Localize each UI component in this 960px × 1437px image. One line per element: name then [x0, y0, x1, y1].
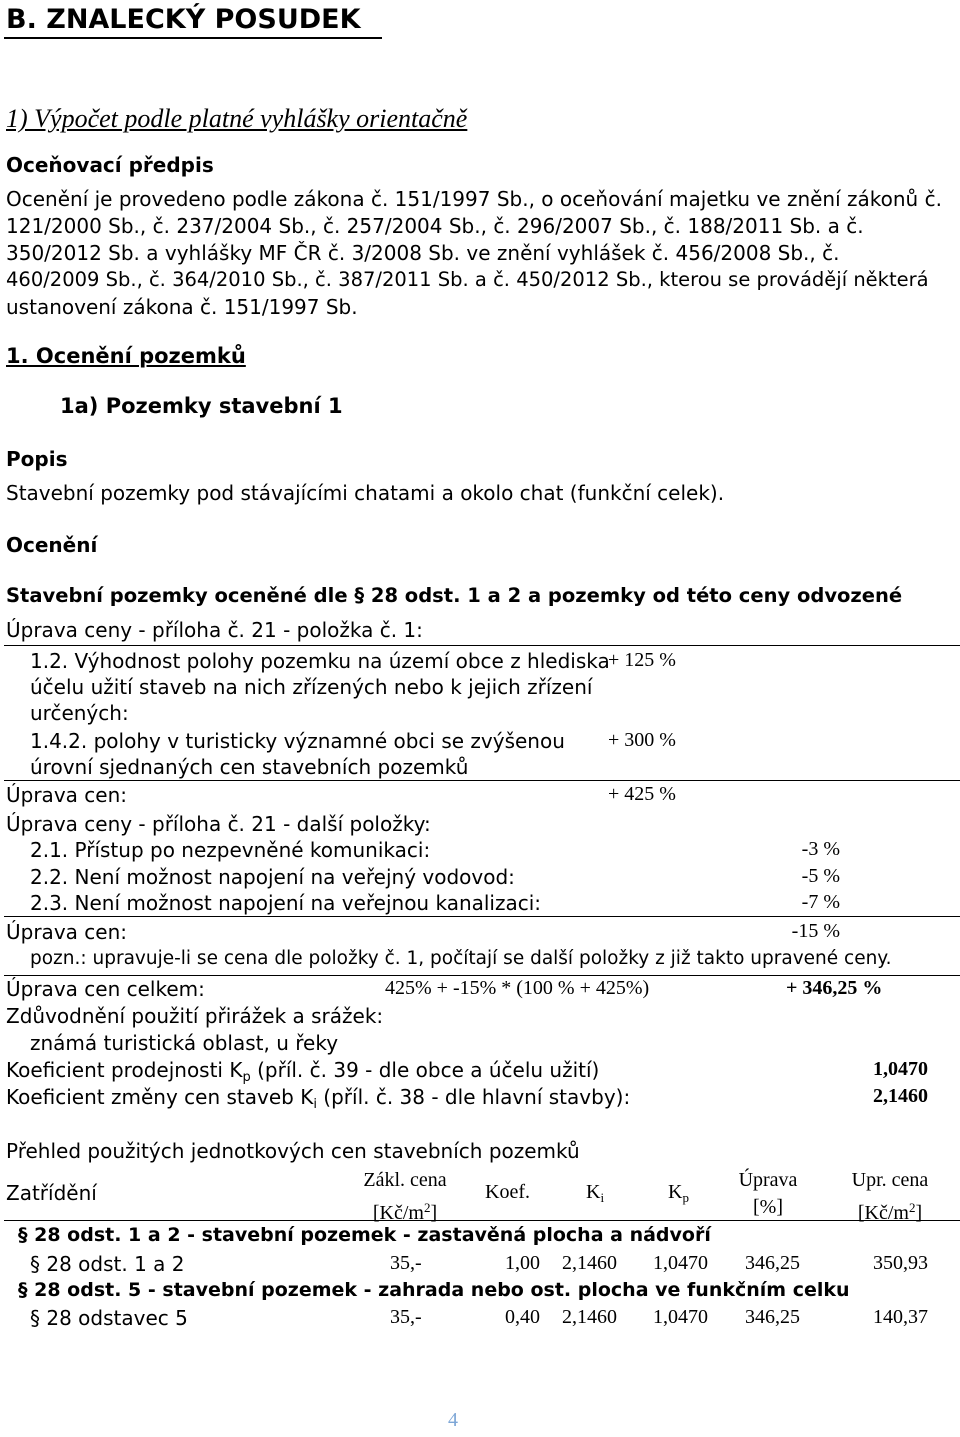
overall-value: + 346,25 %	[786, 977, 883, 999]
land-title: 1. Ocenění pozemků	[6, 344, 246, 368]
justification-label: Zdůvodnění použití přirážek a srážek:	[6, 1004, 384, 1028]
table-title: Přehled použitých jednotkových cen stavebních pozemků	[6, 1139, 580, 1163]
document-title: B. ZNALECKÝ POSUDEK	[6, 4, 361, 35]
th-koef: Koef.	[485, 1181, 530, 1203]
adjust2-total-label: Úprava cen:	[6, 920, 127, 944]
pricing-line: 350/2012 Sb. a vyhlášky MF ČR č. 3/2008 Sb. ve znění vyhlášek č. 456/2008 Sb., č.	[6, 241, 840, 265]
adjust1-total-label: Úprava cen:	[6, 783, 127, 807]
page-number: 4	[448, 1409, 458, 1431]
table-row-name: § 28 odstavec 5	[30, 1306, 188, 1330]
pricing-line: ustanovení zákona č. 151/1997 Sb.	[6, 295, 358, 319]
kp-label: Koeficient prodejnosti $K_p$ (příl. č. 39 - dle obce a účelu užití)	[6, 1058, 600, 1085]
adjust1-item-value: + 300 %	[608, 729, 676, 751]
pricing-line: 460/2009 Sb., č. 364/2010 Sb., č. 387/2011 Sb. a č. 450/2012 Sb., kterou se provádějí některá	[6, 268, 929, 291]
table-cell-upr: 350,93	[873, 1252, 928, 1274]
adjust1-item-value: + 125 %	[608, 649, 676, 671]
overall-formula: 425% + -15% * (100 % + 425%)	[385, 977, 650, 999]
adjust1-total-rule	[4, 780, 960, 781]
th-uprava: Úprava [%]	[738, 1169, 798, 1218]
adjust2-item-value: -7 %	[801, 891, 840, 913]
justification-text: známá turistická oblast, u řeky	[30, 1031, 339, 1055]
table-group-title: § 28 odst. 5 - stavební pozemek - zahrada nebo ost. plocha ve funkčním celku	[18, 1279, 850, 1301]
kp-value: 1,0470	[873, 1058, 928, 1080]
adjust1-item-line: účelu užití staveb na nich zřízených nebo k jejich zřízení	[30, 675, 593, 699]
adjust1-total-value: + 425 %	[608, 783, 676, 805]
table-group-title: § 28 odst. 1 a 2 - stavební pozemek - zastavěná plocha a nádvoří	[18, 1224, 711, 1246]
adjust1-item-line: 1.2. Výhodnost polohy pozemku na území obce z hlediska	[30, 649, 610, 673]
table-cell-kp: 1,0470	[653, 1252, 708, 1274]
th-zakl: Zákl. cena $[Kč/m^2]$	[363, 1169, 447, 1224]
title-rule	[4, 37, 382, 39]
adjust2-heading: Úprava ceny - příloha č. 21 - další položky:	[6, 812, 431, 836]
section-title: 1) Výpočet podle platné vyhlášky orientačně	[6, 104, 468, 133]
adjust1-item-line: určených:	[30, 701, 129, 725]
table-cell-zakl: 35,-	[390, 1306, 422, 1328]
table-cell-upr: 140,37	[873, 1306, 928, 1328]
land-subtitle: 1a) Pozemky stavební 1	[60, 394, 343, 418]
adjust2-item-label: 2.3. Není možnost napojení na veřejnou kanalizaci:	[30, 891, 542, 915]
oceneni-label: Ocenění	[6, 533, 98, 557]
ki-value: 2,1460	[873, 1085, 928, 1107]
adjust2-note: pozn.: upravuje-li se cena dle položky č. 1, počítají se další položky z již takto upravené ceny.	[30, 948, 892, 969]
adjust1-rule	[4, 645, 960, 646]
table-row-name: § 28 odst. 1 a 2	[30, 1252, 185, 1276]
table-header-rule	[4, 1220, 960, 1221]
table-cell-koef: 1,00	[505, 1252, 540, 1274]
table-cell-zakl: 35,-	[390, 1252, 422, 1274]
adjust2-item-value: -3 %	[801, 838, 840, 860]
adjust1-item-line: 1.4.2. polohy v turisticky významné obci se zvýšenou	[30, 729, 565, 753]
table-cell-uprava: 346,25	[745, 1252, 800, 1274]
th-upr-cena: Upr. cena $[Kč/m^2]$	[851, 1169, 929, 1224]
overall-label: Úprava cen celkem:	[6, 977, 205, 1001]
popis-text: Stavební pozemky pod stávajícími chatami a okolo chat (funkční celek).	[6, 481, 725, 505]
adjust2-total-rule	[4, 916, 960, 917]
th-zatrideni: Zatřídění	[6, 1181, 97, 1205]
overall-rule	[4, 975, 960, 976]
table-cell-ki: 2,1460	[562, 1252, 617, 1274]
pricing-line: 121/2000 Sb., č. 237/2004 Sb., č. 257/2004 Sb., č. 296/2007 Sb., č. 188/2011 Sb. a č.	[6, 214, 864, 238]
table-cell-ki: 2,1460	[562, 1306, 617, 1328]
adjust1-item-line: úrovní sjednaných cen stavebních pozemků	[30, 755, 469, 779]
adjust2-item-label: 2.1. Přístup po nezpevněné komunikaci:	[30, 838, 431, 862]
pricing-line: Ocenění je provedeno podle zákona č. 151/1997 Sb., o oceňování majetku ve znění zákonů č.	[6, 187, 942, 211]
category-title: Stavební pozemky oceněné dle § 28 odst. 1 a 2 a pozemky od této ceny odvozené	[6, 584, 903, 607]
th-kp: $K_p$	[668, 1181, 689, 1205]
adjust1-heading: Úprava ceny - příloha č. 21 - položka č. 1:	[6, 618, 423, 642]
table-cell-kp: 1,0470	[653, 1306, 708, 1328]
adjust2-item-label: 2.2. Není možnost napojení na veřejný vodovod:	[30, 865, 515, 889]
table-cell-uprava: 346,25	[745, 1306, 800, 1328]
th-ki: $K_i$	[586, 1181, 605, 1205]
adjust2-total-value: -15 %	[791, 920, 840, 942]
adjust2-item-value: -5 %	[801, 865, 840, 887]
popis-label: Popis	[6, 447, 68, 471]
ki-label: Koeficient změny cen staveb $K_i$ (příl. č. 38 - dle hlavní stavby):	[6, 1085, 631, 1112]
pricing-heading: Oceňovací předpis	[6, 153, 214, 177]
table-cell-koef: 0,40	[505, 1306, 540, 1328]
